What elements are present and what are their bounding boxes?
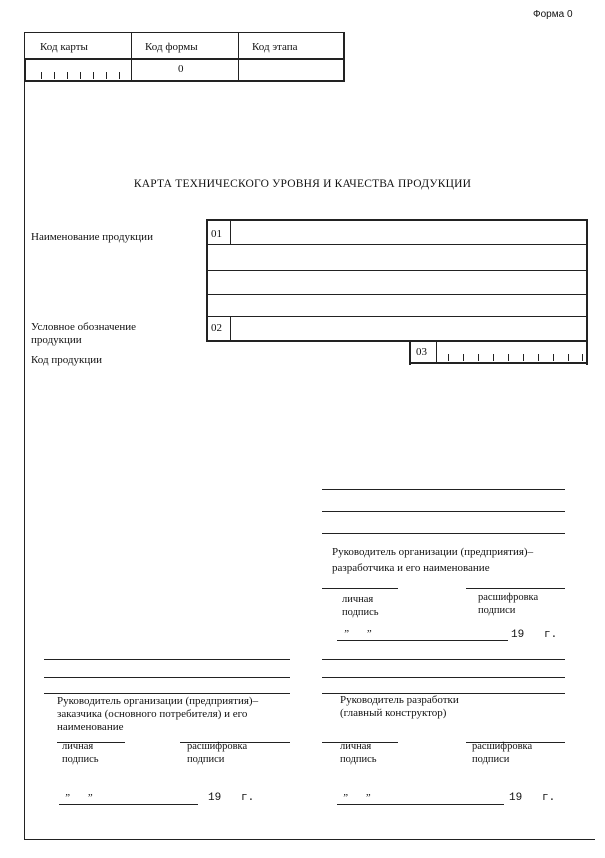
dev-lead-personal-signature: личная подпись bbox=[340, 741, 377, 765]
product-code-label: Код продукции bbox=[31, 354, 102, 366]
customer-personal-signature: личная подпись bbox=[62, 741, 99, 765]
dev-lead-year: 19 г. bbox=[509, 792, 556, 804]
product-code-code: 03 bbox=[416, 346, 427, 358]
dev-lead-date-quotes: ” ” bbox=[342, 792, 371, 804]
stage-code-label: Код этапа bbox=[252, 41, 298, 53]
developer-date-quotes: ” ” bbox=[343, 628, 372, 640]
product-grid bbox=[206, 219, 589, 365]
header-table bbox=[24, 32, 346, 82]
form-label: Форма 0 bbox=[533, 9, 573, 20]
dev-lead-signature-decoding: расшифровка подписи bbox=[472, 741, 533, 765]
developer-signature-decoding: расшифровка подписи bbox=[478, 592, 539, 616]
product-name-label: Наименование продукции bbox=[31, 231, 153, 243]
document-title: КАРТА ТЕХНИЧЕСКОГО УРОВНЯ И КАЧЕСТВА ПРОДУКЦИИ bbox=[133, 178, 472, 190]
card-code-ticks bbox=[24, 72, 131, 80]
dev-lead-title: Руководитель разработки (главный конструктор) bbox=[340, 694, 459, 719]
designation-label: Условное обозначение продукции bbox=[31, 321, 137, 346]
developer-personal-signature: личная подпись bbox=[342, 594, 379, 618]
product-name-code: 01 bbox=[211, 228, 222, 240]
designation-code: 02 bbox=[211, 322, 222, 334]
developer-head-title: Руководитель организации (предприятия)–разработчика и его наименование bbox=[332, 546, 534, 574]
customer-date-quotes: ” ” bbox=[64, 792, 93, 804]
customer-signature-decoding: расшифровка подписи bbox=[187, 741, 248, 765]
customer-year: 19 г. bbox=[208, 792, 255, 804]
form-code-value: 0 bbox=[178, 63, 184, 75]
card-code-label: Код карты bbox=[40, 41, 88, 53]
customer-head-title: Руководитель организации (предприятия)–заказчика (основного потребителя) и его наименование bbox=[57, 695, 259, 733]
form-code-label: Код формы bbox=[145, 41, 198, 53]
product-code-ticks bbox=[436, 354, 586, 362]
developer-year: 19 г. bbox=[511, 629, 558, 641]
